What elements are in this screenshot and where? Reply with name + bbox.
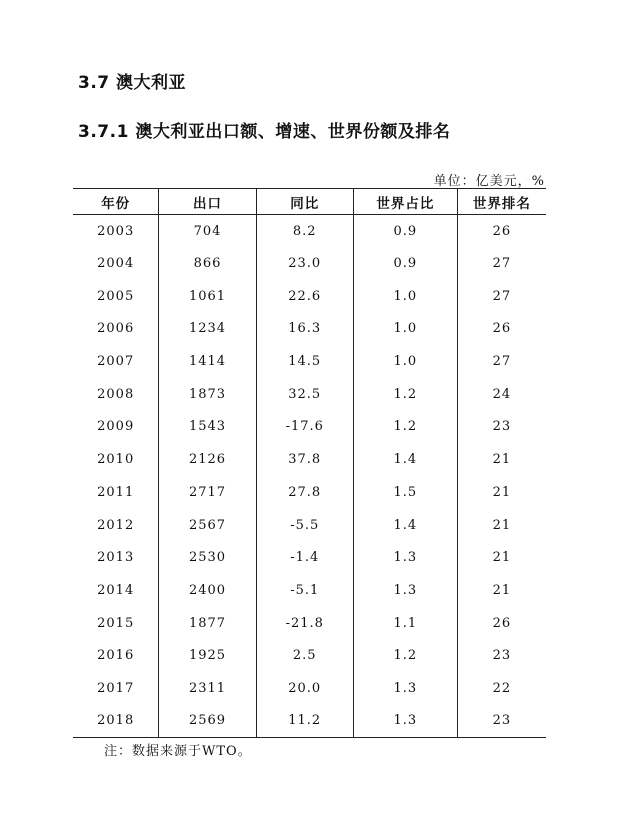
cell-year: 2012: [97, 517, 135, 533]
table-row: [73, 607, 546, 640]
cell-yoy: -5.1: [256, 574, 353, 607]
cell-export: 2311: [159, 672, 256, 705]
section-title: 3.7 澳大利亚: [78, 73, 187, 93]
cell-year: 2008: [97, 386, 135, 402]
cell-year: 2005: [97, 288, 135, 304]
cell-export: 1234: [159, 313, 256, 346]
cell-yoy: 20.0: [256, 672, 353, 705]
cell-share: 1.2: [353, 411, 457, 444]
cell-export: 1925: [159, 639, 256, 672]
cell-export: 2717: [159, 476, 256, 509]
table-row: [73, 378, 546, 411]
table-row: [73, 476, 546, 509]
cell-year: 2016: [97, 648, 135, 664]
cell-yoy: 32.5: [256, 378, 353, 411]
cell-export: 1873: [159, 378, 256, 411]
cell-yoy: 23.0: [256, 247, 353, 280]
cell-year: 2014: [97, 582, 135, 598]
table-row: [73, 639, 546, 672]
cell-year: 2010: [97, 452, 135, 468]
header-export: 出口: [159, 189, 256, 215]
cell-rank: 23: [457, 705, 546, 738]
table-row: [73, 215, 546, 248]
cell-share: 1.0: [353, 313, 457, 346]
cell-share: 0.9: [353, 247, 457, 280]
cell-yoy: 16.3: [256, 313, 353, 346]
cell-share: 1.2: [353, 639, 457, 672]
cell-export: 2126: [159, 443, 256, 476]
cell-yoy: 11.2: [256, 705, 353, 738]
cell-rank: 21: [457, 509, 546, 542]
table-row: [73, 705, 546, 738]
cell-rank: 26: [457, 313, 546, 346]
header-share: 世界占比: [353, 189, 457, 215]
cell-share: 1.4: [353, 509, 457, 542]
cell-rank: 26: [457, 215, 546, 248]
header-yoy: 同比: [256, 189, 353, 215]
cell-share: 0.9: [353, 215, 457, 248]
cell-share: 1.0: [353, 280, 457, 313]
table-title: 3.7.1 澳大利亚出口额、增速、世界份额及排名: [78, 122, 451, 142]
cell-yoy: 27.8: [256, 476, 353, 509]
cell-export: 1543: [159, 411, 256, 444]
cell-year: 2011: [97, 484, 135, 500]
cell-yoy: -5.5: [256, 509, 353, 542]
table-row: [73, 247, 546, 280]
source-note: 注：数据来源于WTO。: [104, 744, 252, 759]
table-row: [73, 345, 546, 378]
cell-export: 2569: [159, 705, 256, 738]
cell-share: 1.3: [353, 574, 457, 607]
cell-yoy: 37.8: [256, 443, 353, 476]
unit-label: 单位：亿美元，%: [433, 174, 545, 189]
cell-year: 2009: [97, 419, 135, 435]
table-row: [73, 509, 546, 542]
header-rank: 世界排名: [457, 189, 546, 215]
cell-export: 866: [159, 247, 256, 280]
cell-year: 2015: [97, 615, 135, 631]
cell-rank: 21: [457, 574, 546, 607]
cell-yoy: -1.4: [256, 541, 353, 574]
cell-rank: 21: [457, 443, 546, 476]
cell-export: 1414: [159, 345, 256, 378]
cell-year: 2013: [97, 550, 135, 566]
export-table: [73, 188, 546, 738]
cell-rank: 23: [457, 639, 546, 672]
cell-yoy: 2.5: [256, 639, 353, 672]
cell-rank: 22: [457, 672, 546, 705]
cell-share: 1.1: [353, 607, 457, 640]
cell-yoy: -21.8: [256, 607, 353, 640]
table-row: [73, 280, 546, 313]
cell-share: 1.3: [353, 705, 457, 738]
cell-year: 2007: [97, 354, 135, 370]
cell-export: 2567: [159, 509, 256, 542]
cell-export: 1877: [159, 607, 256, 640]
cell-rank: 27: [457, 247, 546, 280]
cell-rank: 27: [457, 345, 546, 378]
table-row: [73, 672, 546, 705]
cell-export: 2530: [159, 541, 256, 574]
cell-share: 1.4: [353, 443, 457, 476]
cell-export: 2400: [159, 574, 256, 607]
cell-rank: 21: [457, 541, 546, 574]
cell-share: 1.3: [353, 672, 457, 705]
cell-share: 1.3: [353, 541, 457, 574]
cell-year: 2018: [73, 705, 159, 738]
table-row: [73, 541, 546, 574]
cell-share: 1.5: [353, 476, 457, 509]
cell-export: 1061: [159, 280, 256, 313]
cell-yoy: 14.5: [256, 345, 353, 378]
cell-year: 2006: [97, 321, 135, 337]
cell-rank: 27: [457, 280, 546, 313]
table-row: [73, 411, 546, 444]
table-row: [73, 574, 546, 607]
cell-share: 1.2: [353, 378, 457, 411]
cell-year: 2004: [97, 256, 135, 272]
cell-rank: 26: [457, 607, 546, 640]
cell-export: 704: [159, 215, 256, 248]
table-row: [73, 313, 546, 346]
header-row: [73, 189, 546, 215]
table-row: [73, 443, 546, 476]
header-year: 年份: [73, 189, 159, 215]
cell-share: 1.0: [353, 345, 457, 378]
table-body: [73, 215, 546, 738]
cell-year: 2017: [97, 680, 135, 696]
cell-rank: 23: [457, 411, 546, 444]
cell-rank: 21: [457, 476, 546, 509]
cell-yoy: -17.6: [256, 411, 353, 444]
cell-yoy: 22.6: [256, 280, 353, 313]
table-header: [73, 189, 546, 215]
cell-year: 2003: [97, 223, 135, 239]
cell-yoy: 8.2: [256, 215, 353, 248]
cell-rank: 24: [457, 378, 546, 411]
